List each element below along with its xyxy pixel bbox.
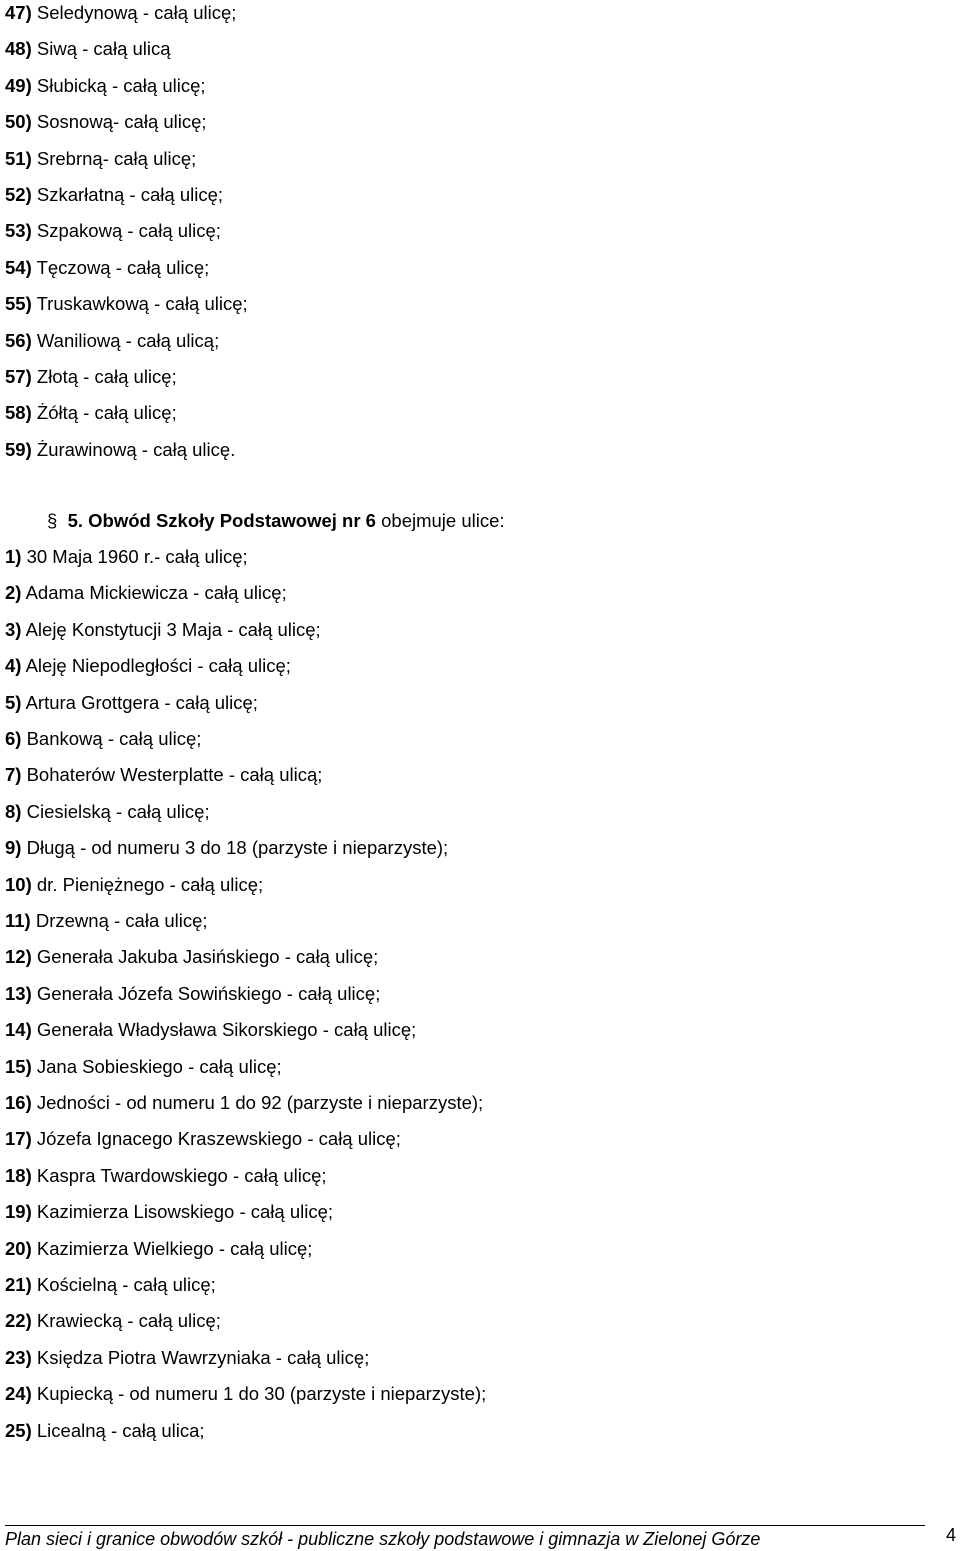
list-item-text: Kościelną - całą ulicę;	[36, 1274, 216, 1295]
list-item-number: 16)	[5, 1092, 32, 1113]
list-item-text: Srebrną- całą ulicę;	[36, 147, 197, 169]
list-item-number: 24)	[5, 1383, 32, 1405]
list-item-text: Bankową - całą ulicę;	[26, 728, 202, 749]
list-item-text: Sosnową- całą ulicę;	[36, 111, 207, 133]
list-item-text: dr. Pieniężnego - całą ulicę;	[36, 873, 264, 895]
list-item-text: Generała Władysława Sikorskiego - całą ulicę;	[36, 1019, 417, 1041]
list-item	[5, 619, 321, 641]
list-item	[5, 1128, 401, 1150]
list-item-number: 17)	[5, 1128, 32, 1150]
list-item-text: Drzewną - cała ulicę;	[35, 910, 208, 931]
list-item	[5, 1165, 327, 1187]
list-item-number: 12)	[5, 946, 32, 968]
list-item-number: 13)	[5, 982, 32, 1004]
list-item-number: 51)	[5, 147, 32, 169]
list-item	[5, 75, 206, 97]
list-item-text: Adama Mickiewicza - całą ulicę;	[25, 582, 287, 604]
list-item-number: 20)	[5, 1237, 32, 1259]
list-item-text: Siwą - całą ulicą	[36, 38, 171, 60]
list-item-text: Waniliową - całą ulicą;	[36, 329, 220, 351]
list-item	[5, 184, 223, 206]
list-item-text: Aleję Niepodległości - całą ulicę;	[25, 655, 291, 677]
list-item	[5, 1310, 221, 1332]
section-title-bold: 5. Obwód Szkoły Podstawowej nr 6	[67, 510, 376, 531]
list-item	[5, 983, 380, 1005]
list-item	[5, 1238, 312, 1260]
list-item	[5, 728, 201, 750]
list-item-number: 52)	[5, 184, 32, 205]
list-item-number: 9)	[5, 837, 22, 859]
list-item	[5, 439, 235, 461]
list-item	[5, 946, 378, 968]
list-item	[5, 402, 177, 424]
list-item-number: 18)	[5, 1164, 32, 1186]
list-item	[5, 2, 236, 24]
list-item-number: 48)	[5, 38, 32, 60]
list-item-number: 47)	[5, 2, 32, 23]
list-item	[5, 257, 209, 279]
list-item-number: 25)	[5, 1419, 32, 1441]
footer-divider	[5, 1525, 925, 1526]
list-item-number: 22)	[5, 1310, 32, 1332]
list-item-text: Długą - od numeru 3 do 18 (parzyste i nieparzyste);	[26, 837, 449, 859]
list-item-number: 50)	[5, 111, 32, 133]
list-item-text: Bohaterów Westerplatte - całą ulicą;	[26, 764, 323, 786]
list-item-number: 10)	[5, 873, 32, 895]
section-title-rest: obejmuje ulice:	[375, 510, 505, 531]
list-item-text: Szkarłatną - całą ulicę;	[36, 184, 224, 205]
list-item-number: 1)	[5, 546, 22, 567]
list-item-number: 49)	[5, 74, 32, 96]
list-item	[5, 220, 221, 242]
list-item	[5, 1274, 216, 1296]
list-item-text: Generała Józefa Sowińskiego - całą ulicę;	[36, 982, 381, 1004]
list-item	[5, 874, 263, 896]
list-item-text: Złotą - całą ulicę;	[36, 366, 177, 387]
list-item-text: Seledynową - całą ulicę;	[36, 2, 237, 23]
list-item	[5, 837, 448, 859]
list-item	[5, 582, 287, 604]
list-item	[5, 111, 207, 133]
list-item-text: Kaspra Twardowskiego - całą ulicę;	[36, 1164, 327, 1186]
footer-title: Plan sieci i granice obwodów szkół - publiczne szkoły podstawowe i gimnazja w Zielonej Górze	[5, 1529, 761, 1549]
list-item	[5, 655, 291, 677]
list-item	[5, 1019, 416, 1041]
list-item-text: Słubicką - całą ulicę;	[36, 74, 206, 96]
list-item-number: 15)	[5, 1055, 32, 1077]
list-item	[5, 910, 208, 932]
list-item	[5, 764, 322, 786]
list-item-text: Kupiecką - od numeru 1 do 30 (parzyste i nieparzyste);	[36, 1383, 487, 1405]
list-item-text: 30 Maja 1960 r.- całą ulicę;	[26, 546, 248, 567]
list-item-text: Józefa Ignacego Kraszewskiego - całą ulicę;	[36, 1128, 401, 1150]
list-item-text: Artura Grottgera - całą ulicę;	[25, 691, 258, 713]
list-item-number: 55)	[5, 293, 32, 315]
list-item-number: 2)	[5, 582, 22, 604]
list-item-text: Krawiecką - całą ulicę;	[36, 1310, 221, 1332]
list-item	[5, 1347, 369, 1369]
list-item	[5, 1092, 483, 1114]
list-item-text: Truskawkową - całą ulicę;	[36, 293, 248, 315]
list-item-number: 11)	[5, 910, 31, 931]
list-item-text: Ciesielską - całą ulicę;	[26, 800, 210, 822]
page-number: 4	[945, 1525, 956, 1545]
list-item	[5, 148, 196, 170]
list-item-number: 23)	[5, 1346, 32, 1368]
list-item-number: 53)	[5, 220, 32, 242]
list-item-text: Licealną - całą ulica;	[36, 1419, 205, 1441]
list-item-number: 6)	[5, 728, 22, 749]
list-item-number: 19)	[5, 1201, 32, 1223]
list-item-text: Tęczową - całą ulicę;	[36, 256, 210, 278]
list-item-number: 7)	[5, 764, 22, 786]
list-item-text: Księdza Piotra Wawrzyniaka - całą ulicę;	[36, 1346, 370, 1368]
list-item-text: Kazimierza Lisowskiego - całą ulicę;	[36, 1201, 334, 1223]
list-item-number: 14)	[5, 1019, 32, 1041]
list-item-number: 4)	[5, 655, 22, 677]
section-symbol: §	[47, 510, 58, 531]
list-item	[5, 1420, 205, 1442]
list-item	[5, 293, 248, 315]
list-item-number: 57)	[5, 366, 32, 387]
list-item-text: Kazimierza Wielkiego - całą ulicę;	[36, 1237, 313, 1259]
list-item-text: Żółtą - całą ulicę;	[36, 402, 177, 424]
list-item	[5, 1201, 333, 1223]
list-item	[5, 1383, 486, 1405]
list-item-number: 3)	[5, 618, 22, 640]
list-item-number: 59)	[5, 438, 32, 460]
list-item-number: 21)	[5, 1274, 32, 1295]
list-item-text: Żurawinową - całą ulicę.	[36, 438, 236, 460]
list-item-number: 58)	[5, 402, 32, 424]
list-item-number: 5)	[5, 691, 22, 713]
list-item-text: Szpakową - całą ulicę;	[36, 220, 221, 242]
list-item-number: 56)	[5, 329, 32, 351]
list-item-text: Generała Jakuba Jasińskiego - całą ulicę;	[36, 946, 379, 968]
list-item	[5, 38, 171, 60]
list-item	[5, 1056, 282, 1078]
list-item-number: 54)	[5, 256, 32, 278]
list-item-text: Aleję Konstytucji 3 Maja - całą ulicę;	[25, 618, 321, 640]
list-item-text: Jana Sobieskiego - całą ulicę;	[36, 1055, 282, 1077]
list-item-text: Jedności - od numeru 1 do 92 (parzyste i nieparzyste);	[36, 1092, 484, 1113]
list-item	[5, 801, 210, 823]
list-item	[5, 692, 258, 714]
list-item	[5, 330, 219, 352]
section-heading	[47, 510, 505, 532]
list-item-number: 8)	[5, 800, 22, 822]
list-item	[5, 546, 248, 568]
list-item	[5, 366, 177, 388]
